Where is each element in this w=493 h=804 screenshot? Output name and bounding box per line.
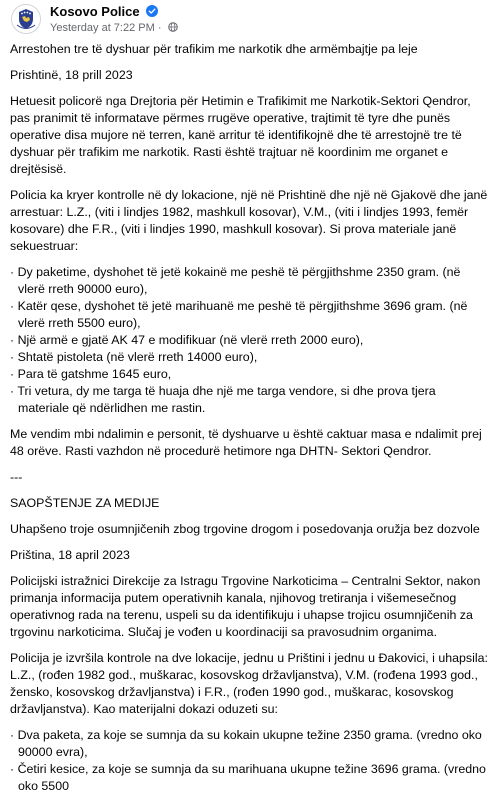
verified-badge-icon	[146, 5, 158, 17]
post-header	[0, 0, 493, 38]
globe-icon[interactable]	[168, 22, 178, 32]
list-item: · Katër qese, dyshohet të jetë marihuanë me peshë të përgjithshme 3696 gram. (në vlerë rreth 5500 euro),	[10, 298, 488, 332]
bosnian-heading: SAOPŠTENJE ZA MEDIJE	[10, 496, 160, 510]
section-divider: ---	[10, 470, 23, 484]
post-body	[10, 41, 488, 804]
albanian-dateline: Prishtinë, 18 prill 2023	[10, 68, 133, 82]
albanian-paragraph-2: Policia ka kryer kontrolle në dy lokacione, një në Prishtinë dhe një në Gjakovë dhe janë arrestuar: L.Z., (viti i lindjes 1982, mashkull kosovar), V.M., (viti i lindjes 1993, femër kosovare) dhe F.R., (viti i lindjes 1990, mashkull kosovar). Si prova materiale janë sekuestruar:	[10, 188, 488, 253]
page-name-row	[50, 4, 158, 20]
kosovo-police-logo-icon	[12, 5, 40, 33]
list-item: · Para të gatshme 1645 euro,	[10, 366, 488, 383]
list-item: · Dva paketa, za koje se sumnja da su kokain ukupne težine 2350 grama. (vredno oko 90000 evra),	[10, 727, 488, 761]
bosnian-evidence-list	[10, 727, 488, 795]
list-item: · Një armë e gjatë AK 47 e modifikuar (në vlerë rreth 2000 euro),	[10, 332, 488, 349]
albanian-paragraph-3: Me vendim mbi ndalimin e personit, të dyshuarve u është caktuar masa e ndalimit prej 48 orëve. Rasti vazhdon në procedurë hetimore nga DHTN- Sektori Qendror.	[10, 427, 482, 458]
post-timestamp[interactable]: Yesterday at 7:22 PM	[50, 22, 155, 34]
meta-separator: ·	[157, 22, 162, 34]
albanian-evidence-list	[10, 264, 488, 417]
list-item: · Dy paketime, dyshohet të jetë kokainë me peshë të përgjithshme 2350 gram. (në vlerë rreth 90000 euro),	[10, 264, 488, 298]
page-avatar[interactable]	[11, 4, 41, 34]
bosnian-paragraph-2: Policija je izvršila kontrole na dve lokacije, jednu u Prištini i jednu u Đakovici, i uhapsila: L.Z., (rođen 1982 god., muškarac, kosovskog državljanstva), V.M. (rođena 1993 god., žensko, kosovskog državljanstva) i F.R., (rođen 1990 god., muškarac, kosovskog državljanstva). Kao materijalni dokazi oduzeti su:	[10, 651, 488, 716]
list-item: · Četiri kesice, za koje se sumnja da su marihuana ukupne težine 3696 grama. (vredno oko 5500	[10, 761, 488, 795]
bosnian-title: Uhapšeno troje osumnjičenih zbog trgovine drogom i posedovanja oružja bez dozvole	[10, 522, 480, 536]
bosnian-paragraph-1: Policijski istražnici Direkcije za Istragu Trgovine Narkoticima – Centralni Sektor, nakon primanja informacija putem operativnih kanala, njihovog tretiranja i višemesečnog operativnog rada na terenu, uspeli su da identifikuju i uhapse trojicu osumnjičenih za trgovinu narkoticima. Slučaj je vođen u koordinaciji sa pravosudnim organima.	[10, 574, 481, 639]
albanian-paragraph-1: Hetuesit policorë nga Drejtoria për Hetimin e Trafikimit me Narkotik-Sektori Qendror, pas pranimit të informatave përmes rrugëve operative, trajtimit të tyre dhe punës operative disa mujore në terren, kanë arritur të identifikojnë dhe të arrestojnë tre të dyshuar për trafikim me narkotik. Rasti është trajtuar në koordinim me organet e drejtësisë.	[10, 94, 471, 176]
albanian-title: Arrestohen tre të dyshuar për trafikim me narkotik dhe armëmbajtje pa leje	[10, 42, 418, 56]
post-meta	[50, 21, 178, 35]
page-name-link[interactable]: Kosovo Police	[50, 4, 140, 19]
bosnian-dateline: Priština, 18 april 2023	[10, 548, 130, 562]
list-item: · Shtatë pistoleta (në vlerë rreth 14000 euro),	[10, 349, 488, 366]
list-item: · Tri vetura, dy me targa të huaja dhe një me targa vendore, si dhe prova tjera materiale që ndërlidhen me rastin.	[10, 383, 488, 417]
